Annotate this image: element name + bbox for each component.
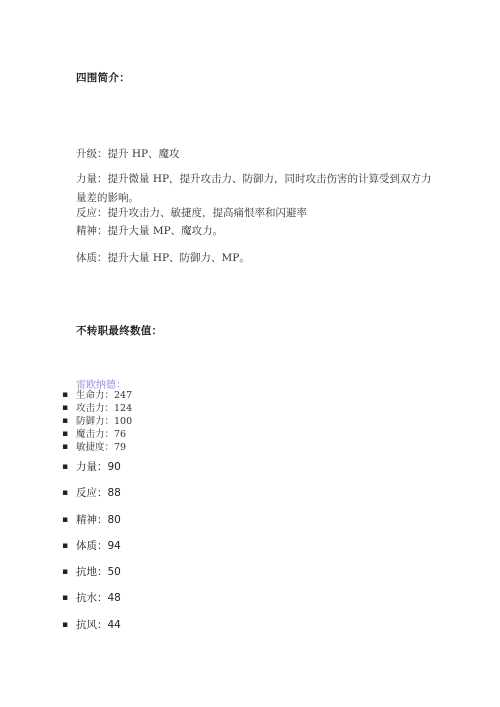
bullet-icon: ▪ [62, 429, 69, 439]
list-item [62, 617, 121, 643]
stat-wind-resist: 抗风：44 [76, 618, 121, 631]
list-item [62, 564, 121, 590]
bullet-icon: ▪ [62, 619, 69, 630]
stat-agility: 敏捷度：79 [76, 442, 127, 453]
list-item [62, 415, 132, 428]
list-item [62, 428, 132, 441]
list-item [62, 512, 121, 538]
bullet-icon: ▪ [62, 403, 69, 413]
stat-earth-resist: 抗地：50 [76, 566, 121, 579]
bullet-icon: ▪ [62, 488, 69, 499]
list-item [62, 538, 121, 564]
intro-heading: 四围简介： [76, 72, 130, 84]
bullet-icon: ▪ [62, 462, 69, 472]
attribute-spirit: 精神：提升大量 MP、魔攻力。 [76, 225, 224, 237]
stat-attack: 攻击力：124 [76, 403, 133, 414]
stat-strength: 力量：90 [76, 461, 121, 473]
list-item [62, 402, 132, 415]
list-item [62, 459, 121, 485]
bullet-icon: ▪ [62, 416, 69, 426]
basic-stats-list [62, 389, 132, 454]
attribute-stats-list [62, 459, 121, 643]
stat-hp: 生命力：247 [76, 390, 133, 401]
stat-reaction: 反应：88 [76, 487, 121, 500]
list-item [62, 389, 132, 402]
list-item [62, 441, 132, 454]
attribute-reaction: 反应：提升攻击力、敏捷度，提高痛恨率和闪避率 [76, 207, 307, 219]
stat-defense: 防御力：100 [76, 416, 133, 427]
stat-constitution: 体质：94 [76, 539, 121, 552]
bullet-icon: ▪ [62, 593, 69, 604]
stat-water-resist: 抗水：48 [76, 592, 121, 605]
attribute-upgrade: 升级：提升 HP、魔攻 [76, 148, 180, 160]
final-stats-heading: 不转职最终数值： [76, 325, 163, 337]
bullet-icon: ▪ [62, 540, 69, 551]
list-item [62, 485, 121, 511]
attribute-strength: 力量：提升微量 HP，提升攻击力、防御力，同时攻击伤害的计算受到双方力量差的影响。 [76, 173, 432, 204]
list-item [62, 590, 121, 616]
character-name: 雷欧纳德： [76, 380, 126, 391]
stat-spirit: 精神：80 [76, 513, 121, 526]
bullet-icon: ▪ [62, 442, 69, 452]
bullet-icon: ▪ [62, 567, 69, 578]
bullet-icon: ▪ [62, 514, 69, 525]
stat-magic-attack: 魔击力：76 [76, 429, 127, 440]
bullet-icon: ▪ [62, 390, 69, 400]
attribute-constitution: 体质：提升大量 HP、防御力、MP。 [76, 252, 250, 264]
